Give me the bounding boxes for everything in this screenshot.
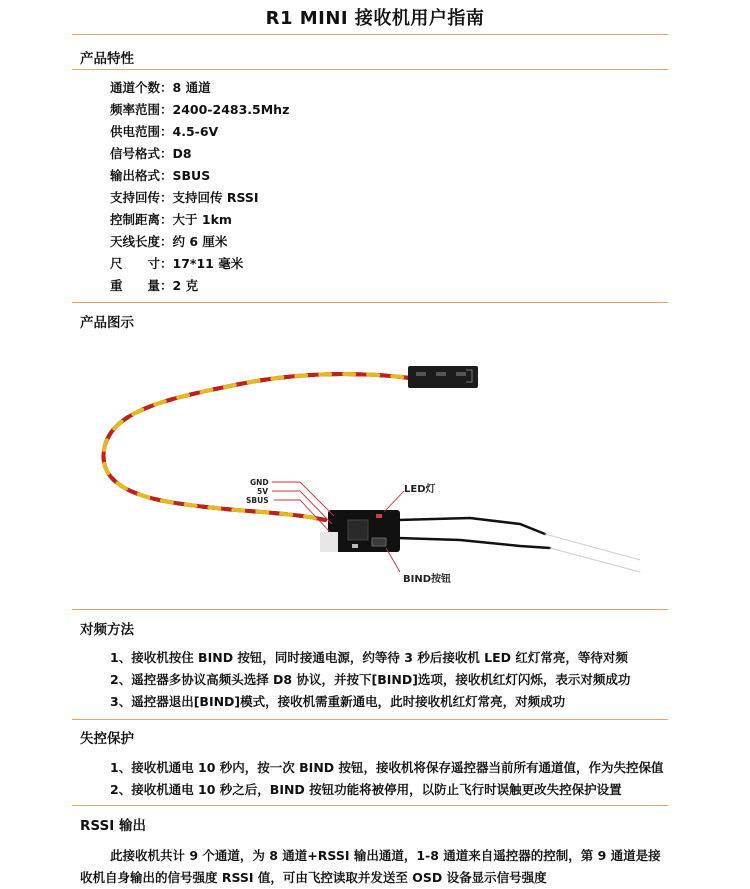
divider [72,805,668,806]
label-5v: 5V [257,487,269,496]
spec-label: 天线长度： [110,234,173,249]
spec-value: D8 [172,146,192,161]
spec-label: 供电范围： [110,124,173,139]
section-title-illustration: 产品图示 [80,315,134,331]
spec-label: 重 量： [110,278,173,293]
spec-label: 通道个数： [110,80,173,95]
spec-value: 4.5-6V [172,124,219,139]
rssi-paragraph: 此接收机共计 9 个通道，为 8 通道+RSSI 输出通道，1-8 通道来自遥控器的控制，第 9 通道是接收机自身输出的信号强度 RSSI 值，可由飞控读取并发送至 OSD 设备显示信号强度 [80,848,661,885]
section-title-failsafe: 失控保护 [80,731,134,747]
spec-label: 支持回传： [110,190,173,205]
spec-value: 约 6 厘米 [172,234,228,249]
spec-value: 2400-2483.5Mhz [172,102,290,117]
section-title-features: 产品特性 [80,51,134,67]
binding-step: 1、接收机按住 BIND 按钮，同时接通电源，约等待 3 秒后接收机 LED 红灯常亮，等待对频 [110,650,628,665]
label-gnd: GND [250,478,269,487]
spec-value: 2 克 [172,278,199,293]
spec-value: 8 通道 [172,80,211,95]
receiver-board [320,510,400,552]
binding-step: 3、遥控器退出[BIND]模式，接收机需重新通电，此时接收机红灯常亮，对频成功 [110,694,566,709]
spec-label: 控制距离： [110,212,173,227]
spec-value: 大于 1km [172,212,232,227]
bind-button [372,538,386,546]
divider [72,609,668,610]
divider [72,719,668,720]
binding-step: 2、遥控器多协议高频头选择 D8 协议，并按下[BIND]选项，接收机红灯闪烁，表示对频成功 [110,672,631,687]
antennas [398,518,640,572]
label-sbus: SBUS [246,496,269,505]
spec-value: SBUS [172,168,211,183]
section-title-binding: 对频方法 [80,622,134,638]
spec-label: 输出格式： [110,168,173,183]
servo-connector [408,366,478,388]
document-title: R1 MINI 接收机用户指南 [265,8,485,29]
spec-value: 支持回传 RSSI [172,190,259,205]
spec-label: 信号格式： [110,146,173,161]
label-bind: BIND按钮 [403,574,452,585]
spec-value: 17*11 毫米 [172,256,244,271]
label-led: LED灯 [404,484,436,495]
spec-label: 频率范围： [110,102,173,117]
failsafe-step: 1、接收机通电 10 秒内，按一次 BIND 按钮，接收机将保存遥控器当前所有通道值，作为失控保值 [110,760,664,775]
led [376,514,382,518]
spec-label: 尺 寸： [110,256,173,271]
failsafe-step: 2、接收机通电 10 秒之后，BIND 按钮功能将被停用，以防止飞行时误触更改失控保护设置 [110,782,622,797]
section-title-rssi: RSSI 输出 [80,818,146,834]
